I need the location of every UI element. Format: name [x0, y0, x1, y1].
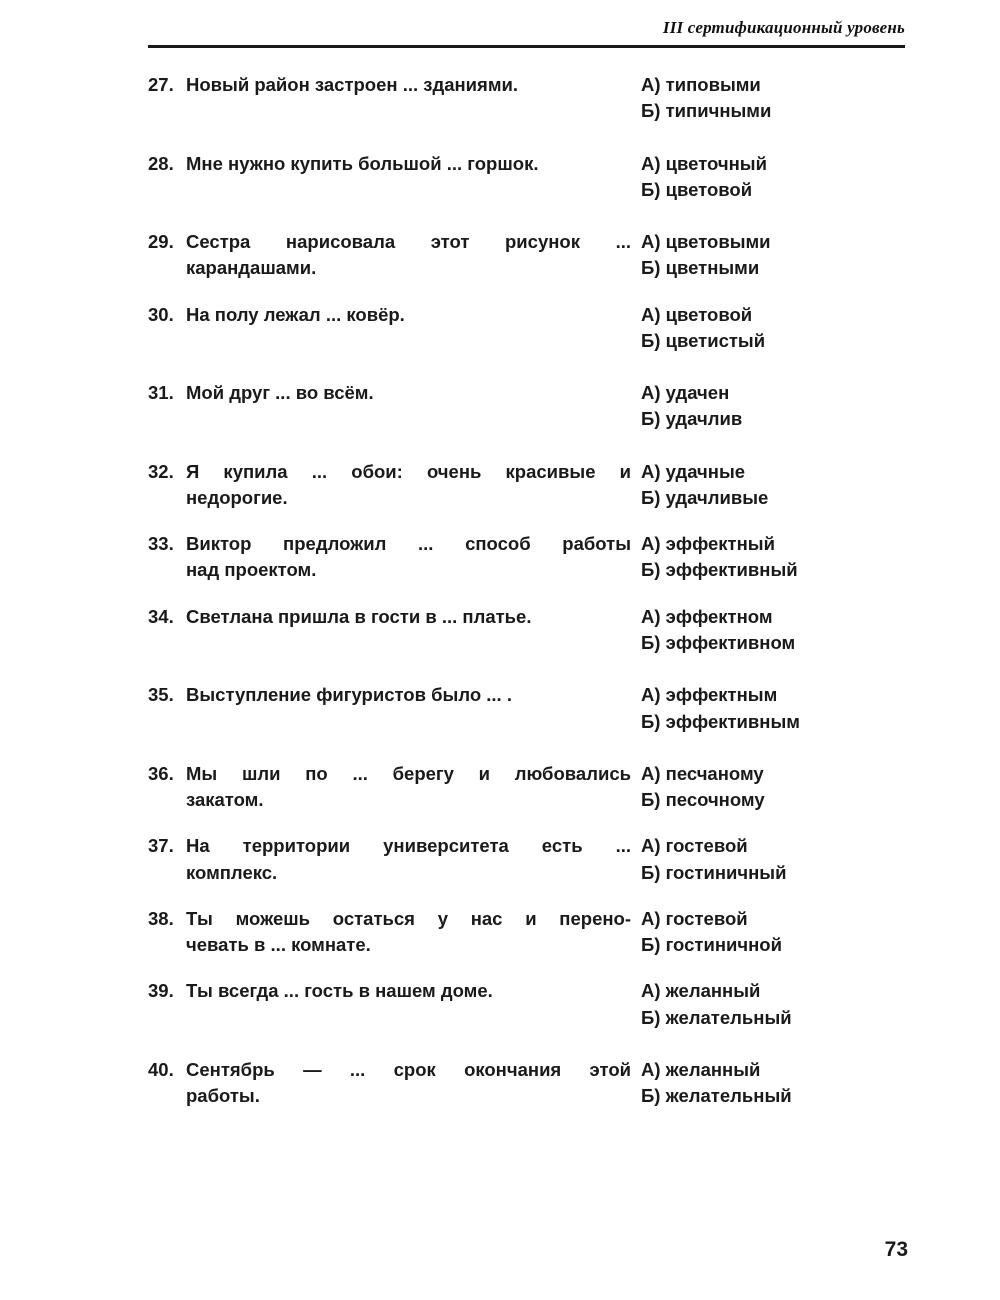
item-sentence: [186, 761, 641, 814]
sentence-line: Мне нужно купить большой ... горшок.: [186, 152, 539, 174]
sentence-line: Новый район застроен ... зданиями.: [186, 74, 519, 95]
item-number: 30.: [148, 303, 174, 325]
item-sentence: [186, 682, 641, 708]
item-number: 39.: [148, 980, 174, 1002]
option-a[interactable]: А) цветовыми: [641, 231, 771, 253]
list-item: [148, 682, 912, 735]
option-b[interactable]: Б) желательный: [641, 1006, 792, 1028]
item-sentence: [186, 906, 641, 959]
item-options: [641, 229, 912, 282]
item-number: 35.: [148, 684, 174, 706]
sentence-line: Сентябрь — ... срок окончания этой: [186, 1058, 631, 1080]
item-sentence: [186, 459, 641, 512]
sentence-line: над проектом.: [186, 559, 317, 581]
option-b[interactable]: Б) эффективном: [641, 631, 796, 653]
option-a[interactable]: А) гостевой: [641, 835, 748, 857]
item-options: [641, 978, 912, 1031]
option-b[interactable]: Б) удачлив: [641, 408, 743, 430]
item-number: 31.: [148, 382, 174, 404]
item-sentence: [186, 833, 641, 886]
option-b[interactable]: Б) эффективный: [641, 559, 798, 581]
sentence-line: карандашами.: [186, 257, 317, 279]
item-number: 27.: [148, 74, 174, 95]
list-item: [148, 833, 912, 886]
list-item: [148, 229, 912, 282]
item-options: [641, 459, 912, 512]
option-a[interactable]: А) типовыми: [641, 74, 761, 95]
option-a[interactable]: А) удачные: [641, 460, 746, 482]
option-a[interactable]: А) желанный: [641, 980, 761, 1002]
sentence-line: чевать в ... комнате.: [186, 934, 371, 956]
list-item: [148, 761, 912, 814]
sentence-line: Ты всегда ... гость в нашем доме.: [186, 980, 493, 1002]
option-b[interactable]: Б) цветными: [641, 257, 760, 279]
item-number: 40.: [148, 1058, 174, 1080]
list-item: [148, 906, 912, 959]
item-options: [641, 1057, 912, 1110]
item-number: 36.: [148, 762, 174, 784]
item-options: [641, 906, 912, 959]
list-item: [148, 531, 912, 584]
list-item: [148, 459, 912, 512]
sentence-line: Виктор предложил ... способ работы: [186, 533, 631, 555]
sentence-line: комплекс.: [186, 861, 278, 883]
list-item: [148, 978, 912, 1031]
list-item: [148, 604, 912, 657]
item-sentence: [186, 380, 641, 406]
option-b[interactable]: Б) гостиничный: [641, 861, 787, 883]
item-sentence: [186, 302, 641, 328]
option-b[interactable]: Б) эффективным: [641, 710, 800, 732]
list-item: [148, 72, 912, 125]
option-a[interactable]: А) гостевой: [641, 907, 748, 929]
sentence-line: Ты можешь остаться у нас и перено-: [186, 907, 631, 929]
item-options: [641, 531, 912, 584]
item-number: 38.: [148, 907, 174, 929]
item-options: [641, 302, 912, 355]
sentence-line: Сестра нарисовала этот рисунок ...: [186, 231, 631, 253]
item-sentence: [186, 531, 641, 584]
option-a[interactable]: А) эффектный: [641, 533, 775, 555]
option-b[interactable]: Б) желательный: [641, 1085, 792, 1107]
item-number: 37.: [148, 835, 174, 857]
item-sentence: [186, 604, 641, 630]
page-number: 73: [884, 1238, 908, 1261]
item-options: [641, 833, 912, 886]
exercise-list: [148, 72, 912, 1124]
item-options: [641, 72, 912, 125]
item-sentence: [186, 1057, 641, 1110]
item-options: [641, 151, 912, 204]
option-a[interactable]: А) эффектным: [641, 684, 778, 706]
sentence-line: Я купила ... обои: очень красивые и: [186, 460, 631, 482]
item-options: [641, 682, 912, 735]
sentence-line: На территории университета есть ...: [186, 835, 631, 857]
list-item: [148, 302, 912, 355]
list-item: [148, 380, 912, 433]
option-a[interactable]: А) желанный: [641, 1058, 761, 1080]
item-options: [641, 604, 912, 657]
option-a[interactable]: А) цветочный: [641, 152, 767, 174]
option-b[interactable]: Б) типичными: [641, 100, 772, 122]
option-a[interactable]: А) удачен: [641, 382, 730, 404]
sentence-line: Мы шли по ... берегу и любовались: [186, 762, 631, 784]
item-number: 29.: [148, 231, 174, 253]
item-sentence: [186, 229, 641, 282]
item-number: 34.: [148, 605, 174, 627]
item-number: 33.: [148, 533, 174, 555]
list-item: [148, 151, 912, 204]
sentence-line: недорогие.: [186, 486, 288, 508]
sentence-line: работы.: [186, 1085, 260, 1107]
sentence-line: Мой друг ... во всём.: [186, 382, 374, 404]
header-divider: [148, 45, 905, 48]
sentence-line: На полу лежал ... ковёр.: [186, 303, 405, 325]
item-sentence: [186, 978, 641, 1004]
sentence-line: Выступление фигуристов было ... .: [186, 684, 512, 706]
item-options: [641, 380, 912, 433]
option-a[interactable]: А) песчаному: [641, 762, 764, 784]
running-header: III сертификационный уровень: [662, 18, 905, 37]
option-b[interactable]: Б) цветовой: [641, 178, 753, 200]
item-sentence: [186, 151, 641, 177]
option-a[interactable]: А) эффектном: [641, 605, 773, 627]
list-item: [148, 1057, 912, 1110]
option-b[interactable]: Б) песочному: [641, 789, 765, 811]
item-number: 28.: [148, 152, 174, 174]
item-number: 32.: [148, 460, 174, 482]
item-options: [641, 761, 912, 814]
option-a[interactable]: А) цветовой: [641, 303, 753, 325]
sentence-line: Светлана пришла в гости в ... платье.: [186, 605, 532, 627]
option-b[interactable]: Б) цветистый: [641, 329, 766, 351]
option-b[interactable]: Б) гостиничной: [641, 934, 782, 956]
sentence-line: закатом.: [186, 789, 264, 811]
item-sentence: [186, 72, 641, 98]
option-b[interactable]: Б) удачливые: [641, 486, 769, 508]
